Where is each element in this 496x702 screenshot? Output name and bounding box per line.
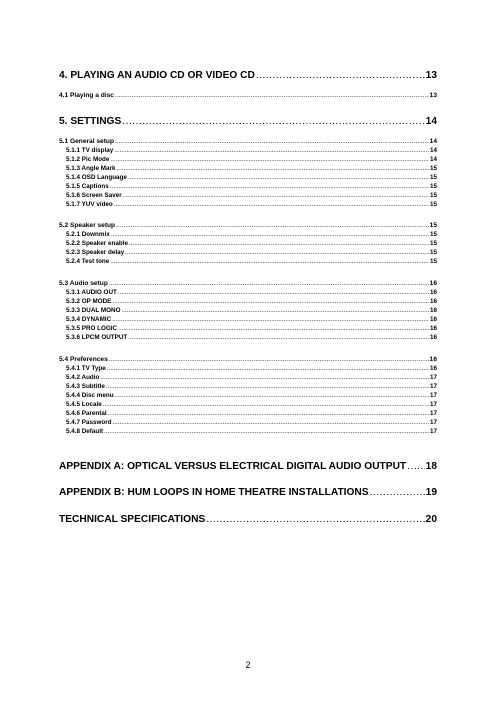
toc-subsection[interactable] xyxy=(66,325,437,332)
toc-entry-title: TECHNICAL SPECIFICATIONS xyxy=(59,514,206,525)
toc-entry-title: 5.4 Preferences xyxy=(59,356,108,363)
toc-entry-title: 5.2 Speaker setup xyxy=(59,222,116,229)
dot-leader xyxy=(128,334,429,341)
toc-page-number: 15 xyxy=(429,258,437,265)
dot-leader xyxy=(100,374,429,381)
toc-entry-title: 5.3 Audio setup xyxy=(59,280,108,287)
toc-entry-title: 5.4.4 Disc menu xyxy=(66,392,114,399)
toc-page-number: 16 xyxy=(429,334,437,341)
dot-leader xyxy=(111,231,429,238)
dot-leader xyxy=(109,356,429,363)
toc-subsection[interactable] xyxy=(66,147,437,154)
toc-subsection[interactable] xyxy=(66,307,437,314)
toc-subsection[interactable] xyxy=(66,401,437,408)
toc-page-number: 15 xyxy=(429,192,437,199)
dot-leader xyxy=(113,419,429,426)
dot-leader xyxy=(106,383,429,390)
toc-page-number: 18 xyxy=(425,461,437,472)
toc-entry-title: 5.1.1 TV display xyxy=(66,147,114,154)
toc-page-number: 16 xyxy=(429,280,437,287)
toc-subsection[interactable] xyxy=(66,156,437,163)
toc-entry-title: 5.1.6 Screen Saver xyxy=(66,192,122,199)
toc-page-number: 17 xyxy=(429,428,437,435)
toc-entry-title: 5.4.7 Password xyxy=(66,419,112,426)
toc-page-number: 17 xyxy=(429,410,437,417)
dot-leader xyxy=(112,316,429,323)
toc-chapter-5[interactable] xyxy=(59,116,437,127)
toc-subsection[interactable] xyxy=(66,192,437,199)
toc-entry-title: 5.3.1 AUDIO OUT xyxy=(66,289,117,296)
dot-leader xyxy=(104,428,429,435)
toc-entry-title: 5.3.2 OP MODE xyxy=(66,298,112,305)
toc-page-number: 16 xyxy=(429,307,437,314)
dot-leader xyxy=(116,165,429,172)
toc-entry-title: 5.3.4 DYNAMIC xyxy=(66,316,112,323)
toc-subsection[interactable] xyxy=(66,249,437,256)
toc-entry-title: 5.4.5 Locale xyxy=(66,401,102,408)
toc-page-number: 17 xyxy=(429,392,437,399)
toc-subsection[interactable] xyxy=(66,289,437,296)
dot-leader xyxy=(407,461,425,472)
toc-entry-title: APPENDIX B: HUM LOOPS IN HOME THEATRE INSTALLATIONS xyxy=(59,487,369,498)
toc-page-number: 20 xyxy=(425,514,437,525)
dot-leader xyxy=(110,183,429,190)
toc-entry-title: 5.2.1 Downmix xyxy=(66,231,110,238)
toc-entry-title: 5.1.7 YUV video xyxy=(66,201,113,208)
toc-entry-title: 5.4.6 Parental xyxy=(66,410,107,417)
toc-page-number: 16 xyxy=(429,365,437,372)
toc-subsection[interactable] xyxy=(66,365,437,372)
toc-entry-title: 5.1.3 Angle Mark xyxy=(66,165,116,172)
toc-entry-title: 5.1 General setup xyxy=(59,138,114,145)
toc-entry-title: 4.1 Playing a disc xyxy=(59,92,114,99)
toc-section-5-2[interactable] xyxy=(59,222,437,229)
toc-entry-title: 5.1.4 OSD Language xyxy=(66,174,127,181)
dot-leader xyxy=(110,258,429,265)
toc-section-5-4[interactable] xyxy=(59,356,437,363)
toc-appendix-b[interactable] xyxy=(59,487,437,498)
toc-subsection[interactable] xyxy=(66,383,437,390)
toc-page-number: 15 xyxy=(429,165,437,172)
dot-leader xyxy=(110,156,429,163)
toc-subsection[interactable] xyxy=(66,174,437,181)
dot-leader xyxy=(118,325,429,332)
dot-leader xyxy=(129,240,429,247)
dot-leader xyxy=(128,174,429,181)
toc-page-number: 14 xyxy=(425,116,437,127)
toc-subsection[interactable] xyxy=(66,231,437,238)
dot-leader xyxy=(108,410,429,417)
toc-entry-title: 5.2.4 Test tone xyxy=(66,258,110,265)
dot-leader xyxy=(121,307,429,314)
dot-leader xyxy=(115,92,429,99)
toc-entry-title: 5.2.3 Speaker delay xyxy=(66,249,125,256)
toc-page-number: 15 xyxy=(429,231,437,238)
toc-subsection[interactable] xyxy=(66,258,437,265)
toc-appendix-a[interactable] xyxy=(59,461,437,472)
toc-page-number: 16 xyxy=(429,289,437,296)
dot-leader xyxy=(370,487,425,498)
toc-page-number: 16 xyxy=(429,298,437,305)
dot-leader xyxy=(109,280,429,287)
toc-entry-title: 5. SETTINGS xyxy=(59,116,122,127)
toc-page-number: 15 xyxy=(429,240,437,247)
dot-leader xyxy=(114,201,429,208)
toc-subsection[interactable] xyxy=(66,316,437,323)
dot-leader xyxy=(116,222,429,229)
toc-page-number: 15 xyxy=(429,249,437,256)
toc-page-number: 15 xyxy=(429,222,437,229)
dot-leader xyxy=(115,138,429,145)
dot-leader xyxy=(125,249,429,256)
dot-leader xyxy=(114,147,429,154)
toc-entry-title: 5.1.2 Pic Mode xyxy=(66,156,110,163)
dot-leader xyxy=(103,401,429,408)
toc-page-number: 14 xyxy=(429,156,437,163)
toc-page-number: 16 xyxy=(429,316,437,323)
toc-page-number: 14 xyxy=(429,147,437,154)
toc-technical-specifications[interactable] xyxy=(59,514,437,525)
toc-subsection[interactable] xyxy=(66,419,437,426)
toc-entry-title: 5.3.6 LPCM OUTPUT xyxy=(66,334,128,341)
toc-page-number: 16 xyxy=(429,325,437,332)
toc-page-number: 15 xyxy=(429,201,437,208)
toc-subsection[interactable] xyxy=(66,410,437,417)
dot-leader xyxy=(118,289,429,296)
dot-leader xyxy=(123,192,429,199)
toc-page-number: 15 xyxy=(429,183,437,190)
toc-page-number: 17 xyxy=(429,383,437,390)
toc-section-4-1[interactable] xyxy=(59,92,437,99)
toc-subsection[interactable] xyxy=(66,165,437,172)
toc-entry-title: APPENDIX A: OPTICAL VERSUS ELECTRICAL DIGITAL AUDIO OUTPUT xyxy=(59,461,407,472)
toc-entry-title: 5.1.5 Captions xyxy=(66,183,109,190)
dot-leader xyxy=(115,392,429,399)
toc-page-number: 14 xyxy=(429,138,437,145)
toc-section-5-1[interactable] xyxy=(59,138,437,145)
dot-leader xyxy=(256,70,425,81)
toc-subsection[interactable] xyxy=(66,240,437,247)
toc-section-5-3[interactable] xyxy=(59,280,437,287)
dot-leader xyxy=(206,514,424,525)
toc-page-number: 17 xyxy=(429,419,437,426)
toc-page-number: 19 xyxy=(425,487,437,498)
toc-page-number: 15 xyxy=(429,174,437,181)
toc-page-number: 16 xyxy=(429,356,437,363)
toc-entry-title: 5.4.8 Default xyxy=(66,428,104,435)
toc-entry-title: 5.3.5 PRO LOGIC xyxy=(66,325,118,332)
dot-leader xyxy=(112,298,429,305)
toc-entry-title: 5.3.3 DUAL MONO xyxy=(66,307,121,314)
page-number: 2 xyxy=(245,660,251,670)
toc-page-number: 13 xyxy=(425,70,437,81)
toc-page-number: 17 xyxy=(429,401,437,408)
toc-entry-title: 4. PLAYING AN AUDIO CD OR VIDEO CD xyxy=(59,70,255,81)
toc-page-number: 13 xyxy=(429,92,437,99)
toc-entry-title: 5.4.2 Audio xyxy=(66,374,100,381)
toc-subsection[interactable] xyxy=(66,298,437,305)
toc-entry-title: 5.2.2 Speaker enable xyxy=(66,240,128,247)
toc-subsection[interactable] xyxy=(66,374,437,381)
toc-chapter-4[interactable] xyxy=(59,70,437,81)
toc-entry-title: 5.4.3 Subtitle xyxy=(66,383,105,390)
toc-subsection[interactable] xyxy=(66,392,437,399)
dot-leader xyxy=(107,365,429,372)
toc-subsection[interactable] xyxy=(66,334,437,341)
toc-subsection[interactable] xyxy=(66,183,437,190)
toc-subsection[interactable] xyxy=(66,201,437,208)
dot-leader xyxy=(122,116,424,127)
toc-page-number: 17 xyxy=(429,374,437,381)
toc-entry-title: 5.4.1 TV Type xyxy=(66,365,106,372)
toc-subsection[interactable] xyxy=(66,428,437,435)
